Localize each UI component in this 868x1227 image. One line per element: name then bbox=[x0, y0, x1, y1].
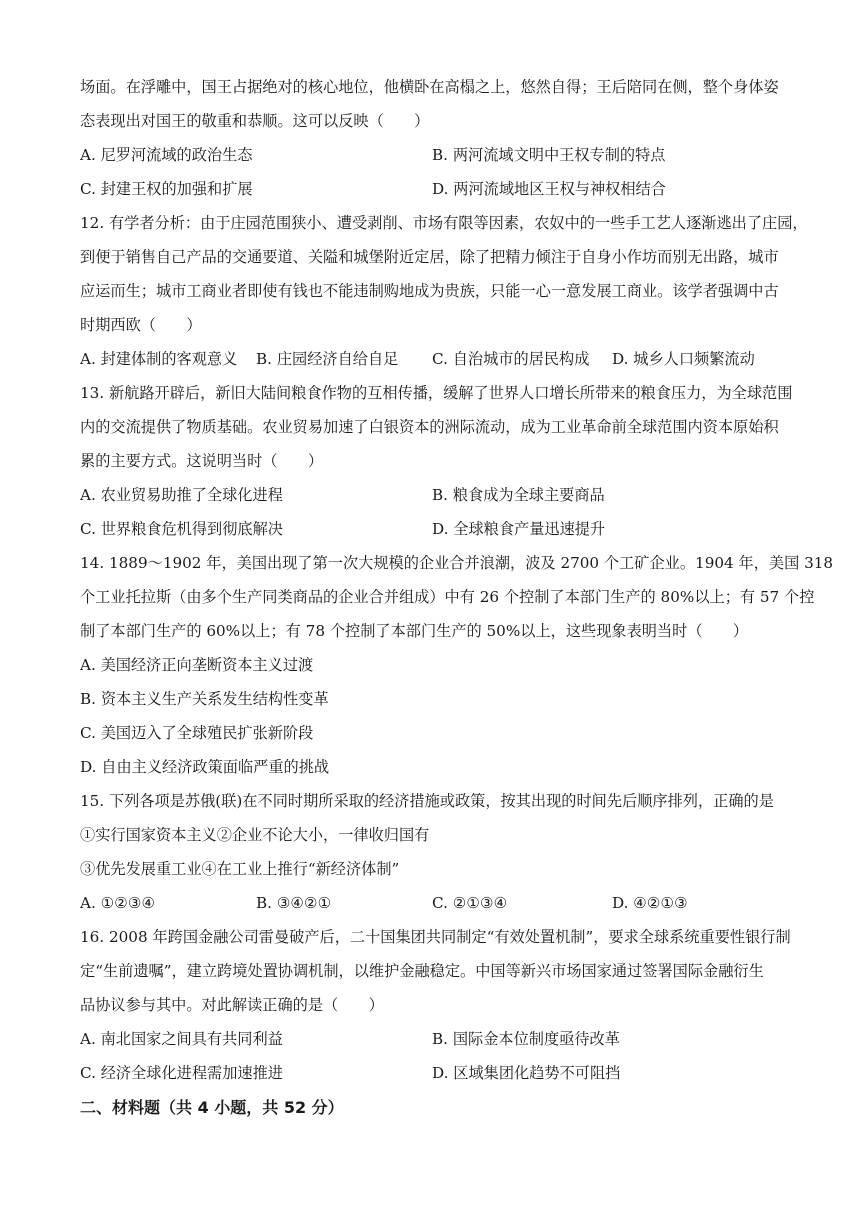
section-heading: 二、材料题（共 4 小题，共 52 分） bbox=[80, 1098, 344, 1117]
q14-option-c[interactable]: C. 美国迈入了全球殖民扩张新阶段 bbox=[80, 724, 314, 742]
q13-line-2: 内的交流提供了物质基础。农业贸易加速了白银资本的洲际流动，成为工业革命前全球范围内资本原始积 bbox=[80, 418, 779, 436]
q13-line-1: 13. 新航路开辟后，新旧大陆间粮食作物的互相传播，缓解了世界人口增长所带来的粮食压力，为全球范围 bbox=[80, 384, 793, 402]
q16-line-1: 16. 2008 年跨国金融公司雷曼破产后，二十国集团共同制定“有效处置机制”，要求全球系统重要性银行制 bbox=[80, 928, 791, 946]
q13-line-3: 累的主要方式。这说明当时（ ） bbox=[80, 452, 323, 470]
q16-option-c[interactable]: C. 经济全球化进程需加速推进 bbox=[80, 1064, 283, 1082]
q11-line-2: 态表现出对国王的敬重和恭顺。这可以反映（ ） bbox=[80, 112, 430, 130]
q12-line-2: 到便于销售自己产品的交通要道、关隘和城堡附近定居，除了把精力倾注于自身小作坊而别无出路，城市 bbox=[80, 248, 779, 266]
q11-option-b[interactable]: B. 两河流域文明中王权专制的特点 bbox=[432, 146, 666, 164]
q13-option-d[interactable]: D. 全球粮食产量迅速提升 bbox=[432, 520, 606, 538]
q12-option-b[interactable]: B. 庄园经济自给自足 bbox=[256, 350, 399, 368]
q13-option-a[interactable]: A. 农业贸易助推了全球化进程 bbox=[80, 486, 283, 504]
q13-option-b[interactable]: B. 粮食成为全球主要商品 bbox=[432, 486, 605, 504]
q15-line-2: ①实行国家资本主义②企业不论大小，一律收归国有 bbox=[80, 826, 430, 844]
q12-line-1: 12. 有学者分析：由于庄园范围狭小、遭受剥削、市场有限等因素，农奴中的一些手工艺人逐渐逃出了庄园， bbox=[80, 214, 808, 232]
q16-option-b[interactable]: B. 国际金本位制度亟待改革 bbox=[432, 1030, 620, 1048]
q15-line-1: 15. 下列各项是苏俄(联)在不同时期所采取的经济措施或政策，按其出现的时间先后顺序排列，正确的是 bbox=[80, 792, 774, 810]
q16-option-d[interactable]: D. 区域集团化趋势不可阻挡 bbox=[432, 1064, 621, 1082]
q12-option-d[interactable]: D. 城乡人口频繁流动 bbox=[612, 350, 755, 368]
q12-option-c[interactable]: C. 自治城市的居民构成 bbox=[432, 350, 590, 368]
q14-option-d[interactable]: D. 自由主义经济政策面临严重的挑战 bbox=[80, 758, 330, 776]
q16-option-a[interactable]: A. 南北国家之间具有共同利益 bbox=[80, 1030, 283, 1048]
q12-option-a[interactable]: A. 封建体制的客观意义 bbox=[80, 350, 238, 368]
q14-line-1: 14. 1889～1902 年，美国出现了第一次大规模的企业合并浪潮，波及 2700 个工矿企业。1904 年，美国 318 bbox=[80, 554, 834, 572]
q11-option-a[interactable]: A. 尼罗河流域的政治生态 bbox=[80, 146, 253, 164]
q15-option-b[interactable]: B. ③④②① bbox=[256, 894, 332, 912]
q13-option-c[interactable]: C. 世界粮食危机得到彻底解决 bbox=[80, 520, 283, 538]
q14-line-2: 个工业托拉斯（由多个生产同类商品的企业合并组成）中有 26 个控制了本部门生产的 80%以上；有 57 个控 bbox=[80, 588, 815, 606]
q15-option-d[interactable]: D. ④②①③ bbox=[612, 894, 688, 912]
q11-option-c[interactable]: C. 封建王权的加强和扩展 bbox=[80, 180, 253, 198]
q14-option-a[interactable]: A. 美国经济正向垄断资本主义过渡 bbox=[80, 656, 314, 674]
q14-option-b[interactable]: B. 资本主义生产关系发生结构性变革 bbox=[80, 690, 329, 708]
q16-line-2: 定“生前遗嘱”，建立跨境处置协调机制，以维护金融稳定。中国等新兴市场国家通过签署国际金融衍生 bbox=[80, 962, 764, 980]
q15-option-c[interactable]: C. ②①③④ bbox=[432, 894, 508, 912]
q15-option-a[interactable]: A. ①②③④ bbox=[80, 894, 156, 912]
q15-line-3: ③优先发展重工业④在工业上推行“新经济体制” bbox=[80, 860, 400, 878]
q12-line-3: 应运而生；城市工商业者即使有钱也不能违制购地成为贵族，只能一心一意发展工商业。该学者强调中古 bbox=[80, 282, 779, 300]
q12-line-4: 时期西欧（ ） bbox=[80, 316, 202, 334]
q11-option-d[interactable]: D. 两河流域地区王权与神权相结合 bbox=[432, 180, 666, 198]
q14-line-3: 制了本部门生产的 60%以上；有 78 个控制了本部门生产的 50%以上，这些现象表明当时（ ） bbox=[80, 622, 749, 640]
q16-line-3: 品协议参与其中。对此解读正确的是（ ） bbox=[80, 996, 384, 1014]
q11-line-1: 场面。在浮雕中，国王占据绝对的核心地位，他横卧在高榻之上，悠然自得；王后陪同在侧，整个身体姿 bbox=[80, 78, 779, 96]
